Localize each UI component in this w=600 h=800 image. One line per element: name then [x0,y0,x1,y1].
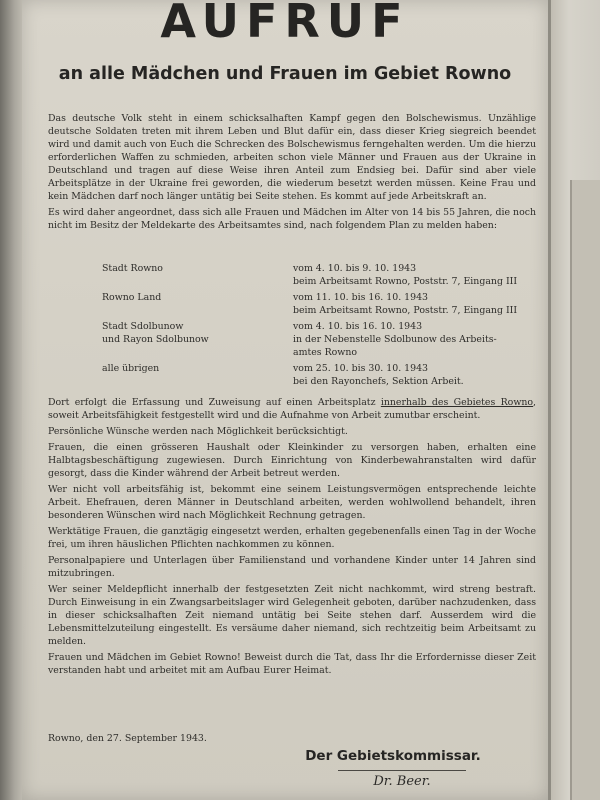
poster-title: AUFRUF [160,0,410,48]
household-paragraph: Frauen, die einen grösseren Haushalt oder Kleinkinder zu versorgen haben, erhalten eine Halbtagsbeschäftigung zugewiesen. Durch Einrichtung von Kinderbewahranstalten wird dafür gesorgt, dass die Kinder während der Arbeit betreut werden. [48,442,536,479]
main-section [48,396,536,680]
sheet-edge [548,0,551,800]
wishes-paragraph: Persönliche Wünsche werden nach Möglichkeit berücksichtigt. [48,426,348,437]
schedule-row [48,362,536,391]
registration-place: beim Arbeitsamt Rowno, Poststr. 7, Eingang III [293,276,518,287]
registration-place-2: amtes Rowno [293,347,357,358]
signature-line [338,770,466,771]
poster-sheet [22,0,548,800]
intro-section [48,112,536,235]
allocation-text: Dort erfolgt die Erfassung und Zuweisung auf einen Arbeitsplatz [48,397,376,408]
region-name: alle übrigen [102,363,160,374]
schedule-row [48,291,536,320]
date-range: vom 25. 10. bis 30. 10. 1943 [293,363,429,374]
background-sheet [548,0,600,800]
signature-title: Der Gebietskommissar. [305,748,481,764]
sheet-fold [570,180,600,800]
poster-subtitle: an alle Mädchen und Frauen im Gebiet Rowno [58,64,512,84]
intro-paragraph: Das deutsche Volk steht in einem schicksalhaften Kampf gegen den Bolschewismus. Unzählige deutsche Soldaten treten mit ihrem Leben und Blut dafür ein, dass dieser Krieg siegreich beendet wird und damit auch von Euch die Schrecken des Bolschewismus ferngehalten werden. Um die hierzu erforderlichen Waffen zu schmieden, arbeiten schon viele Männer und Frauen aus der Ukraine in Deutschland und tragen auf diese Weise ihren Anteil zum Endsieg bei. Dafür sind aber viele Arbeitsplätze in der Ukraine frei geworden, die wiederum besetzt werden müssen. Keine Frau und kein Mädchen darf noch länger untätig bei Seite stehen. Es kommt auf jede Arbeitskraft an. [48,113,536,202]
date-range: vom 4. 10. bis 9. 10. 1943 [293,263,417,274]
date-range: vom 11. 10. bis 16. 10. 1943 [293,292,429,303]
closing-appeal: Frauen und Mädchen im Gebiet Rowno! Beweist durch die Tat, dass Ihr die Erfordernisse dieser Zeit verstanden habt und arbeitet mit am Aufbau Eurer Heimat. [48,652,536,676]
allocation-text-end: , soweit Arbeitsfähigkeit festgestellt wird und die Aufnahme von Arbeit zumutbar erscheint. [48,397,537,421]
signer-name: Dr. Beer. [373,774,431,789]
date-range: vom 4. 10. bis 16. 10. 1943 [293,321,423,332]
documents-paragraph: Personalpapiere und Unterlagen über Familienstand und vorhandene Kinder unter 14 Jahren sind mitzubringen. [48,555,536,579]
schedule-row [48,320,536,362]
allocation-paragraph [48,396,536,422]
registration-place: bei den Rayonchefs, Sektion Arbeit. [293,376,464,387]
schedule-dates [293,291,543,317]
schedule-region [102,262,252,275]
left-edge-shadow [0,0,24,800]
region-name: Stadt Rowno [102,263,163,274]
working-women-paragraph: Werktätige Frauen, die ganztägig eingesetzt werden, erhalten gegebenenfalls einen Tag in der Woche frei, um ihren häuslichen Pflichten nachkommen zu können. [48,526,536,550]
order-paragraph: Es wird daher angeordnet, dass sich alle Frauen und Mädchen im Alter von 14 bis 55 Jahren, die noch nicht im Besitz der Meldekarte des Arbeitsamtes sind, nach folgendem Plan zu melden haben: [48,207,536,231]
schedule-dates [293,262,543,288]
place-date: Rowno, den 27. September 1943. [48,733,207,744]
region-name: Stadt Sdolbunow [102,321,184,332]
region-name: Rowno Land [102,292,162,303]
schedule-region [102,362,252,375]
schedule-region [102,320,252,346]
registration-schedule [48,262,536,391]
schedule-row [48,262,536,291]
capacity-paragraph: Wer nicht voll arbeitsfähig ist, bekommt eine seinem Leistungsvermögen entsprechende leichte Arbeit. Ehefrauen, deren Männer in Deutschland arbeiten, werden wohlwollend behandelt, ihren besonderen Wünschen wird nach Möglichkeit Rechnung getragen. [48,484,536,521]
registration-place: in der Nebenstelle Sdolbunow des Arbeits- [293,334,497,345]
allocation-underlined: innerhalb des Gebietes Rowno [380,397,534,408]
penalty-paragraph: Wer seiner Meldepflicht innerhalb der festgesetzten Zeit nicht nachkommt, wird streng bestraft. Durch Einweisung in ein Zwangsarbeitslager wird Gelegenheit geboten, darüber nachzudenken, dass in dieser schicksalhaften Zeit niemand untätig bei Seite stehen darf. Ausserdem wird die Lebensmittelzuteilung eingestellt. Es versäume daher niemand, sich rechtzeitig beim Arbeitsamt zu melden. [48,584,536,647]
schedule-dates [293,362,543,388]
schedule-dates [293,320,543,359]
region-name-2: und Rayon Sdolbunow [102,334,209,345]
registration-place: beim Arbeitsamt Rowno, Poststr. 7, Eingang III [293,305,518,316]
schedule-region [102,291,252,304]
